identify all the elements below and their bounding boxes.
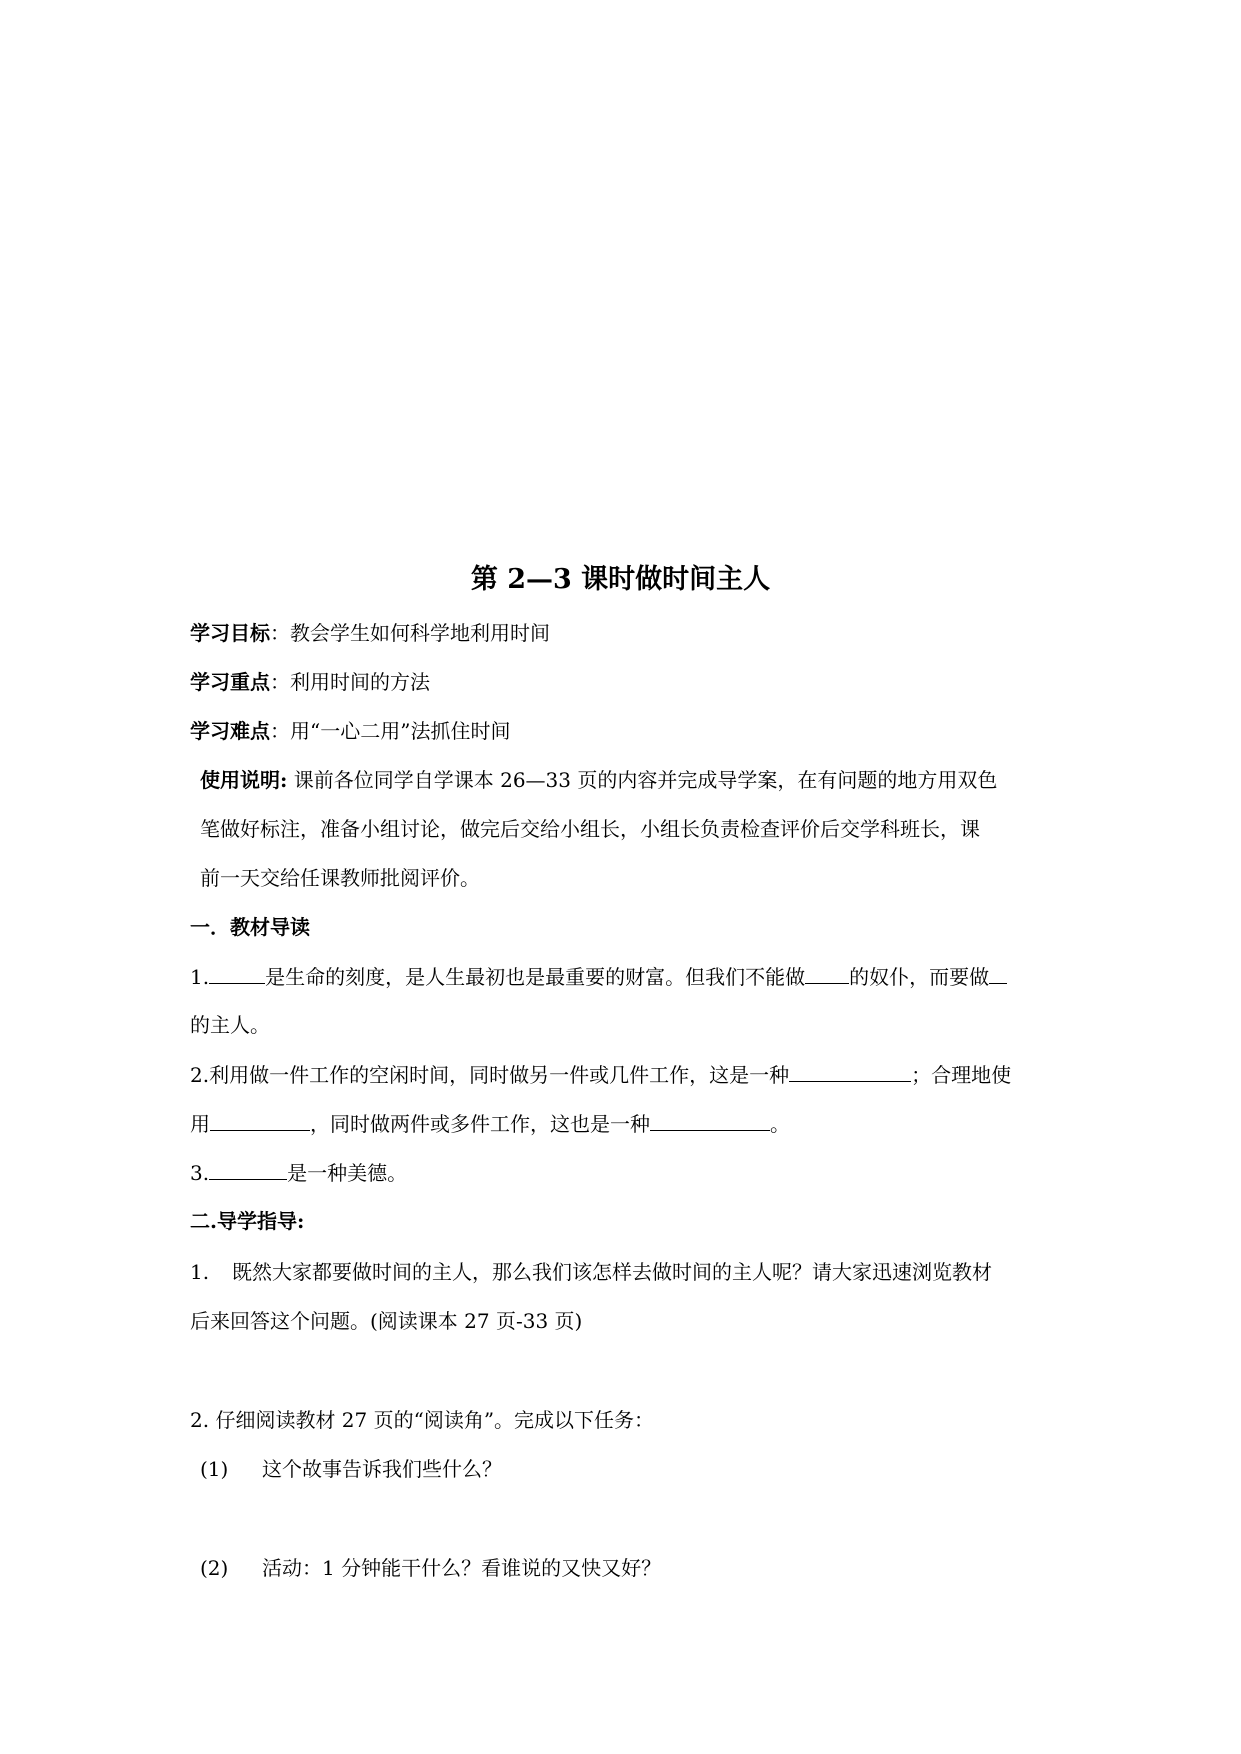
usage-instructions-line-1 bbox=[200, 765, 997, 795]
guide-item-1-line-2: 后来回答这个问题。(阅读课本 27 页-33 页) bbox=[190, 1309, 583, 1333]
blank-5[interactable] bbox=[210, 1108, 310, 1131]
question-1-line-2: 的主人。 bbox=[190, 1013, 270, 1037]
question-2-line-2 bbox=[190, 1108, 790, 1139]
guide-item-1-line-1 bbox=[190, 1257, 992, 1287]
usage-instructions-line-3: 前一天交给任课教师批阅评价。 bbox=[200, 866, 480, 890]
question-3-text: 是一种美德。 bbox=[287, 1161, 408, 1185]
blank-7[interactable] bbox=[209, 1157, 287, 1180]
usage-instructions-label: 使用说明: bbox=[200, 768, 288, 792]
usage-instructions-line-2: 笔做好标注，准备小组讨论，做完后交给小组长，小组长负责检查评价后交学科班长，课 bbox=[200, 817, 980, 841]
guide-sub-item-1-number: (1) bbox=[200, 1457, 229, 1481]
guide-item-2: 2. 仔细阅读教材 27 页的“阅读角”。完成以下任务： bbox=[190, 1408, 655, 1432]
learning-difficulty-label: 学习难点 bbox=[190, 719, 270, 743]
guide-item-1-text: 既然大家都要做时间的主人，那么我们该怎样去做时间的主人呢？请大家迅速浏览教材 bbox=[232, 1260, 992, 1284]
learning-key-point-text: ：利用时间的方法 bbox=[270, 670, 430, 694]
guide-sub-item-2-text: 活动：1 分钟能干什么？看谁说的又快又好？ bbox=[262, 1556, 662, 1580]
question-2-line-1 bbox=[190, 1059, 1011, 1090]
section-2-heading: 二.导学指导: bbox=[190, 1209, 305, 1233]
question-2-text-a: 2.利用做一件工作的空闲时间，同时做另一件或几件工作，这是一种 bbox=[190, 1063, 790, 1087]
question-2-text-c: 用 bbox=[190, 1112, 210, 1136]
guide-sub-item-1-text: 这个故事告诉我们些什么？ bbox=[262, 1457, 502, 1481]
guide-item-1-number: 1. bbox=[190, 1260, 210, 1284]
question-3 bbox=[190, 1157, 407, 1188]
section-1-heading: 一．教材导读 bbox=[190, 915, 310, 939]
question-2-text-d: ，同时做两件或多件工作，这也是一种 bbox=[310, 1112, 650, 1136]
guide-sub-item-2-number: (2) bbox=[200, 1556, 229, 1580]
blank-1[interactable] bbox=[209, 961, 265, 984]
learning-goal-text: ：教会学生如何科学地利用时间 bbox=[270, 621, 550, 645]
blank-2[interactable] bbox=[805, 961, 849, 984]
blank-3[interactable] bbox=[989, 961, 1007, 984]
usage-instructions-text-1: 课前各位同学自学课本 26—33 页的内容并完成导学案，在有问题的地方用双色 bbox=[287, 768, 998, 792]
learning-goal bbox=[190, 618, 550, 648]
learning-difficulty-text: ：用“一心二用”法抓住时间 bbox=[270, 719, 511, 743]
question-2-text-e: 。 bbox=[770, 1112, 790, 1136]
question-1-text-a: 是生命的刻度，是人生最初也是最重要的财富。但我们不能做 bbox=[265, 965, 806, 989]
question-2-text-b: ；合理地使 bbox=[911, 1063, 1012, 1087]
blank-4[interactable] bbox=[789, 1059, 911, 1082]
guide-sub-item-1 bbox=[200, 1454, 502, 1484]
learning-key-point-label: 学习重点 bbox=[190, 670, 270, 694]
question-1-line-1 bbox=[190, 961, 1007, 992]
guide-sub-item-2 bbox=[200, 1553, 661, 1583]
blank-6[interactable] bbox=[650, 1108, 770, 1131]
question-3-number: 3. bbox=[190, 1161, 210, 1185]
learning-difficulty bbox=[190, 716, 510, 746]
question-1-text-b: 的奴仆，而要做 bbox=[849, 965, 990, 989]
learning-goal-label: 学习目标 bbox=[190, 621, 270, 645]
question-1-number: 1. bbox=[190, 965, 210, 989]
page-title: 第 2—3 课时做时间主人 bbox=[470, 564, 771, 595]
learning-key-point bbox=[190, 667, 430, 697]
